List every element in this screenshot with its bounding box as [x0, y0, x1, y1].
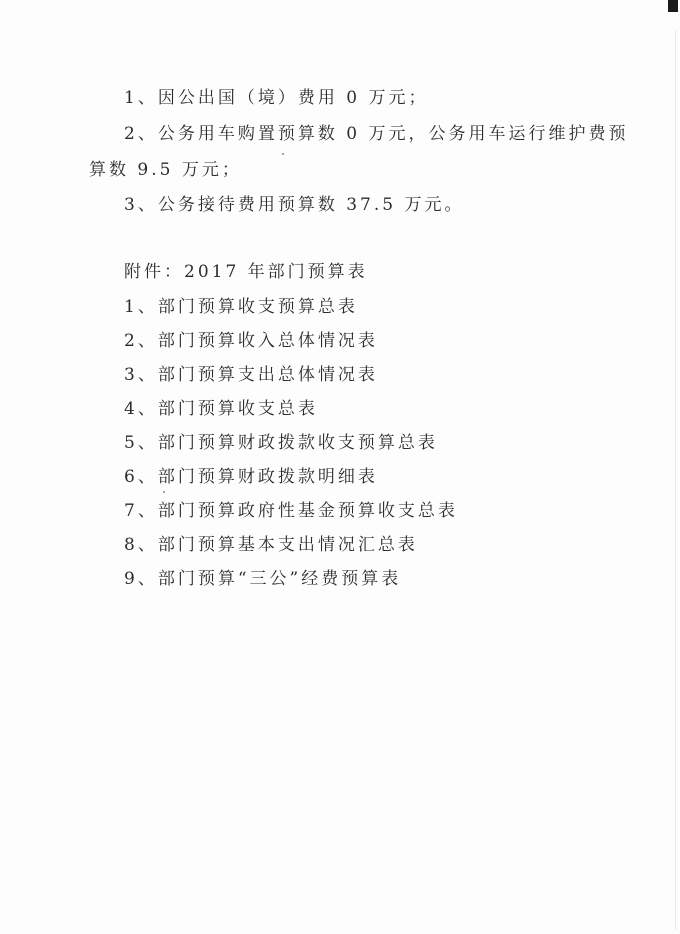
attachment-item: 9、部门预算“三公”经费预算表: [124, 569, 402, 589]
budget-item-vehicle-cont: 算数 9.5 万元；: [89, 160, 242, 180]
budget-item-travel: 1、因公出国（境）费用 0 万元；: [124, 88, 429, 108]
attachments-heading: 附件：2017 年部门预算表: [124, 262, 368, 282]
budget-item-vehicle: 2、公务用车购置预算数 0 万元，公务用车运行维护费预: [124, 124, 629, 144]
scan-edge-line: [675, 30, 676, 930]
attachment-item: 7、部门预算政府性基金预算收支总表: [124, 501, 458, 521]
attachment-item: 3、部门预算支出总体情况表: [124, 365, 378, 385]
attachment-item: 2、部门预算收入总体情况表: [124, 331, 378, 351]
attachment-item: 1、部门预算收支预算总表: [124, 297, 358, 317]
scan-speck: [163, 491, 165, 493]
scan-corner-mark: [668, 0, 678, 12]
budget-item-reception: 3、公务接待费用预算数 37.5 万元。: [124, 195, 465, 215]
attachment-item: 6、部门预算财政拨款明细表: [124, 467, 378, 487]
attachment-item: 8、部门预算基本支出情况汇总表: [124, 535, 418, 555]
scan-speck: [282, 153, 284, 155]
attachment-item: 5、部门预算财政拨款收支预算总表: [124, 433, 438, 453]
attachment-item: 4、部门预算收支总表: [124, 399, 318, 419]
